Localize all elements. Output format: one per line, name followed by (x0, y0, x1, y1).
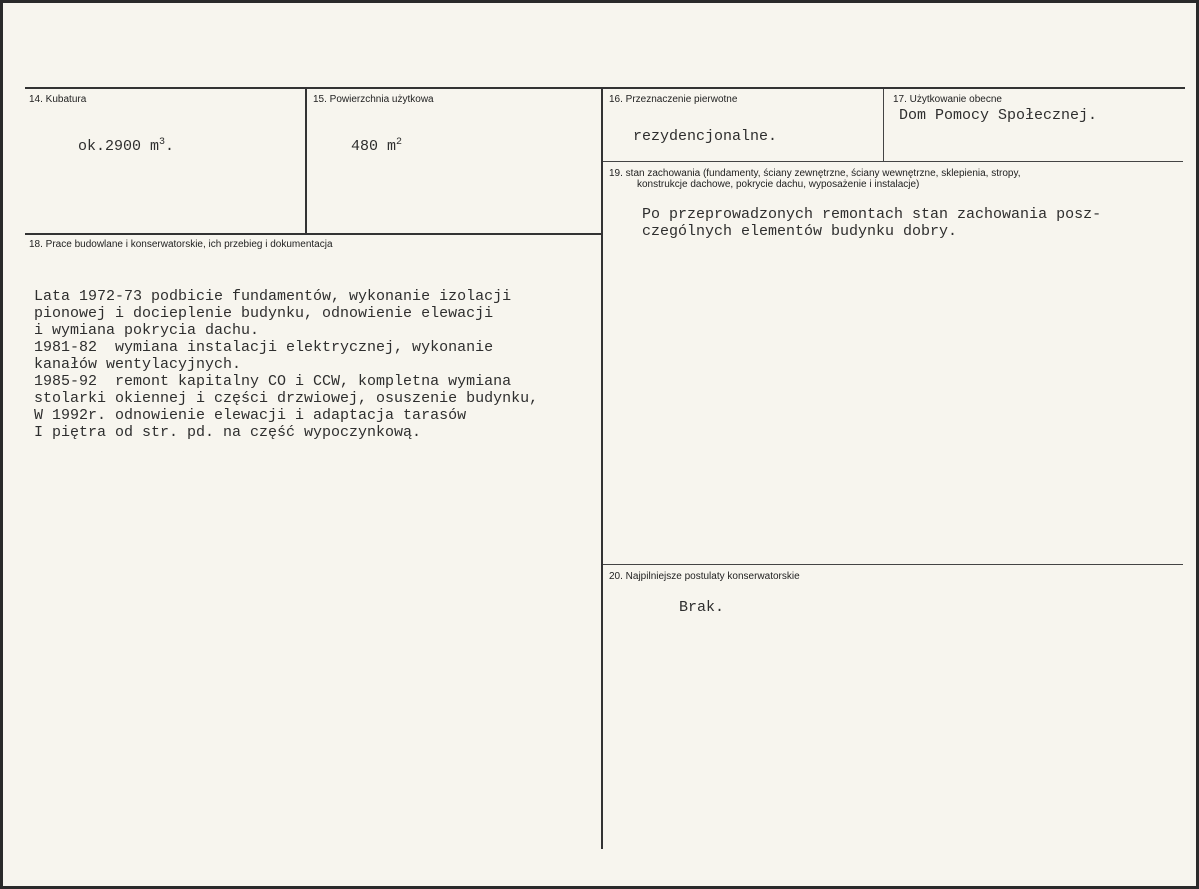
prace-line: i wymiana pokrycia dachu. (34, 322, 260, 339)
record-card (3, 3, 1196, 886)
rule-under-16-17 (603, 161, 1183, 162)
label-prace: 18. Prace budowlane i konserwatorskie, ich przebieg i dokumentacja (29, 239, 333, 250)
value-przeznaczenie: rezydencjonalne. (633, 128, 778, 145)
powierzchnia-number: 480 m (351, 138, 397, 155)
stan-line: Po przeprowadzonych remontach stan zachowania posz- (642, 206, 1102, 223)
label-uzytkowanie: 17. Użytkowanie obecne (893, 94, 1002, 105)
label-stan-zachowania: 19. stan zachowania (fundamenty, ściany zewnętrzne, ściany wewnętrzne, sklepienia, stropy, (609, 168, 1021, 179)
label-kubatura: 14. Kubatura (29, 94, 87, 105)
powierzchnia-exponent: 2 (396, 137, 403, 148)
label-przeznaczenie: 16. Przeznaczenie pierwotne (609, 94, 738, 105)
prace-line: stolarki okiennej i części drzwiowej, osuszenie budynku, (34, 390, 539, 407)
divider-14-15 (305, 89, 307, 234)
value-uzytkowanie: Dom Pomocy Społecznej. (899, 107, 1098, 124)
label-stan-zachowania-cont: konstrukcje dachowe, pokrycie dachu, wyposażenie i instalacje) (637, 179, 920, 190)
label-postulaty: 20. Najpilniejsze postulaty konserwatorskie (609, 571, 800, 582)
prace-line: Lata 1972-73 podbicie fundamentów, wykonanie izolacji (34, 288, 512, 305)
kubatura-exponent: 3 (159, 137, 166, 148)
prace-line: W 1992r. odnowienie elewacji i adaptacja tarasów (34, 407, 467, 424)
value-postulaty: Brak. (679, 599, 725, 616)
kubatura-suffix: . (165, 138, 175, 155)
top-rule (25, 87, 1185, 89)
prace-line: 1985-92 remont kapitalny CO i CCW, kompletna wymiana (34, 373, 512, 390)
prace-line: kanałów wentylacyjnych. (34, 356, 242, 373)
prace-line: pionowej i docieplenie budynku, odnowienie elewacji (34, 305, 494, 322)
divider-16-17 (883, 89, 884, 161)
value-kubatura (78, 138, 174, 156)
rule-under-14-15 (25, 233, 601, 235)
label-powierzchnia: 15. Powierzchnia użytkowa (313, 94, 434, 105)
prace-line: 1981-82 wymiana instalacji elektrycznej, wykonanie (34, 339, 494, 356)
stan-line: czególnych elementów budynku dobry. (642, 223, 958, 240)
rule-under-19 (603, 564, 1183, 565)
main-vertical-divider (601, 89, 603, 849)
kubatura-number: ok.2900 m (78, 138, 160, 155)
value-powierzchnia (351, 138, 402, 156)
prace-line: I piętra od str. pd. na część wypoczynkową. (34, 424, 422, 441)
